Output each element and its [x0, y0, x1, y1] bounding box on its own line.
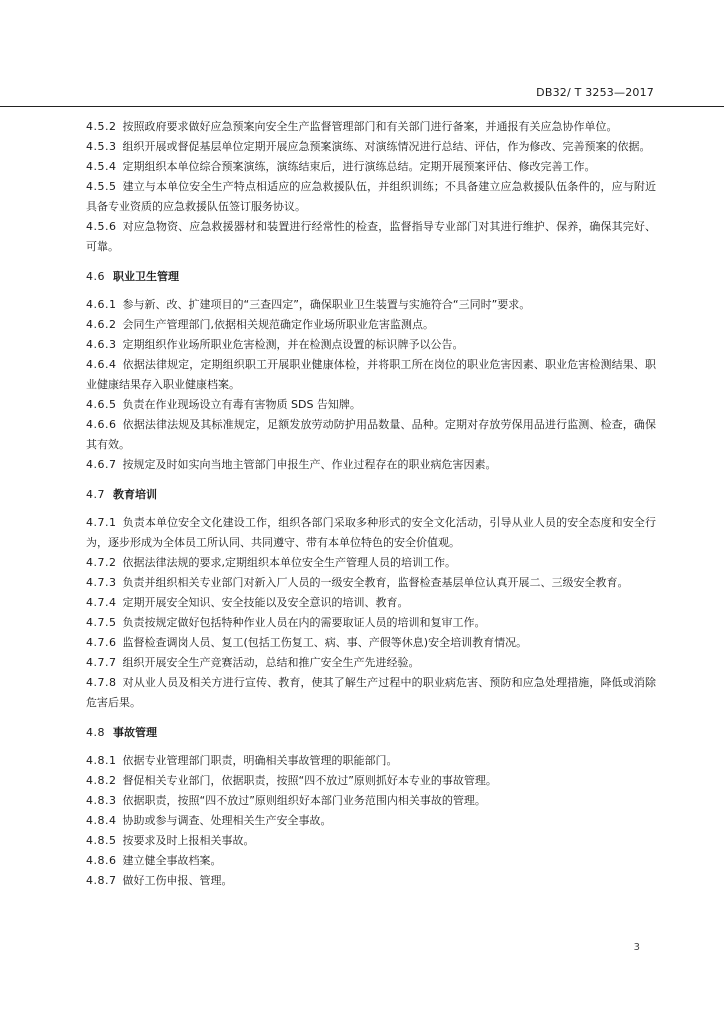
clause-number: 4.6.7: [86, 458, 117, 471]
clause-number: 4.5.3: [86, 140, 117, 153]
clause-item: [86, 295, 656, 315]
clause-item: [86, 553, 656, 573]
clause-text: 依据法律法规的要求,定期组织本单位安全生产管理人员的培训工作。: [122, 556, 456, 569]
clause-item: [86, 217, 656, 257]
clause-text: 按照政府要求做好应急预案向安全生产监督管理部门和有关部门进行备案，并通报有关应急协作单位。: [122, 120, 618, 133]
clause-text: 定期开展安全知识、安全技能以及安全意识的培训、教育。: [122, 596, 409, 609]
clause-number: 4.8.6: [86, 854, 117, 867]
clause-item: [86, 653, 656, 673]
clause-text: 协助或参与调查、处理相关生产安全事故。: [122, 814, 332, 827]
clause-number: 4.7.3: [86, 576, 117, 589]
clause-item: [86, 137, 656, 157]
clause-item: [86, 851, 656, 871]
clause-text: 依据职责，按照“四不放过”原则组织好本部门业务范围内相关事故的管理。: [122, 794, 486, 807]
clause-item: [86, 395, 656, 415]
section-heading: [86, 267, 656, 287]
clause-text: 对应急物资、应急救援器材和装置进行经常性的检查，监督指导专业部门对其进行维护、保养，确保其完好、可靠。: [86, 220, 656, 253]
clause-text: 建立健全事故档案。: [122, 854, 222, 867]
clause-text: 监督检查调岗人员、复工(包括工伤复工、病、事、产假等休息)安全培训教育情况。: [122, 636, 528, 649]
section-number: 4.6: [86, 270, 105, 283]
document-code: DB32/ T 3253—2017: [536, 86, 654, 99]
section-heading: [86, 723, 656, 743]
clause-item: [86, 811, 656, 831]
clause-text: 组织开展或督促基层单位定期开展应急预案演练、对演练情况进行总结、评估，作为修改、完善预案的依据。: [122, 140, 651, 153]
clause-number: 4.5.6: [86, 220, 117, 233]
clause-text: 建立与本单位安全生产特点相适应的应急救援队伍，并组织训练；不具备建立应急救援队伍条件的，应与附近具备专业资质的应急救援队伍签订服务协议。: [86, 180, 656, 213]
clause-text: 对从业人员及相关方进行宣传、教育，使其了解生产过程中的职业病危害、预防和应急处理措施，降低或消除危害后果。: [86, 676, 656, 709]
clause-text: 负责本单位安全文化建设工作，组织各部门采取多种形式的安全文化活动，引导从业人员的安全态度和安全行为，逐步形成为全体员工所认同、共同遵守、带有本单位特色的安全价值观。: [86, 516, 656, 549]
document-body: [86, 117, 656, 891]
clause-number: 4.5.2: [86, 120, 117, 133]
clause-number: 4.6.4: [86, 358, 117, 371]
clause-item: [86, 315, 656, 335]
clause-number: 4.6.1: [86, 298, 117, 311]
clause-text: 依据法律法规及其标准规定，足额发放劳动防护用品数量、品种。定期对存放劳保用品进行监测、检查，确保其有效。: [86, 418, 656, 451]
clause-number: 4.8.7: [86, 874, 117, 887]
clause-text: 定期组织作业场所职业危害检测，并在检测点设置的标识牌予以公告。: [122, 338, 464, 351]
clause-number: 4.7.8: [86, 676, 117, 689]
clause-number: 4.8.4: [86, 814, 117, 827]
clause-item: [86, 117, 656, 137]
clause-item: [86, 871, 656, 891]
clause-item: [86, 771, 656, 791]
clause-text: 会同生产管理部门,依据相关规范确定作业场所职业危害监测点。: [122, 318, 434, 331]
clause-text: 依据法律规定，定期组织职工开展职业健康体检，并将职工所在岗位的职业危害因素、职业危害检测结果、职业健康结果存入职业健康档案。: [86, 358, 656, 391]
clause-number: 4.8.2: [86, 774, 117, 787]
clause-item: [86, 633, 656, 653]
clause-number: 4.6.2: [86, 318, 117, 331]
clause-text: 按规定及时如实向当地主管部门申报生产、作业过程存在的职业病危害因素。: [122, 458, 497, 471]
clause-item: [86, 355, 656, 395]
clause-text: 定期组织本单位综合预案演练，演练结束后，进行演练总结。定期开展预案评估、修改完善工作。: [122, 160, 596, 173]
clause-item: [86, 455, 656, 475]
clause-item: [86, 573, 656, 593]
clause-text: 负责在作业现场设立有毒有害物质 SDS 告知牌。: [122, 398, 361, 411]
clause-number: 4.7.4: [86, 596, 117, 609]
clause-text: 依据专业管理部门职责，明确相关事故管理的职能部门。: [122, 754, 398, 767]
clause-item: [86, 415, 656, 455]
clause-text: 参与新、改、扩建项目的“三查四定”，确保职业卫生装置与实施符合“三同时”要求。: [122, 298, 531, 311]
clause-number: 4.6.3: [86, 338, 117, 351]
clause-number: 4.7.7: [86, 656, 117, 669]
section-title: 教育培训: [113, 488, 157, 501]
clause-text: 按要求及时上报相关事故。: [122, 834, 255, 847]
clause-number: 4.6.6: [86, 418, 117, 431]
page-number: 3: [633, 942, 640, 953]
clause-number: 4.7.6: [86, 636, 117, 649]
clause-text: 负责按规定做好包括特种作业人员在内的需要取证人员的培训和复审工作。: [122, 616, 486, 629]
clause-number: 4.7.5: [86, 616, 117, 629]
section-heading: [86, 485, 656, 505]
clause-item: [86, 513, 656, 553]
clause-item: [86, 593, 656, 613]
clause-number: 4.8.5: [86, 834, 117, 847]
clause-number: 4.6.5: [86, 398, 117, 411]
clause-number: 4.7.2: [86, 556, 117, 569]
clause-number: 4.8.3: [86, 794, 117, 807]
clause-item: [86, 177, 656, 217]
clause-item: [86, 791, 656, 811]
clause-item: [86, 157, 656, 177]
clause-number: 4.5.4: [86, 160, 117, 173]
clause-text: 做好工伤申报、管理。: [122, 874, 233, 887]
section-number: 4.7: [86, 488, 105, 501]
clause-item: [86, 613, 656, 633]
page-header: [0, 86, 724, 107]
clause-text: 督促相关专业部门，依据职责，按照“四不放过”原则抓好本专业的事故管理。: [122, 774, 497, 787]
clause-item: [86, 335, 656, 355]
clause-number: 4.7.1: [86, 516, 117, 529]
clause-text: 组织开展安全生产竞赛活动，总结和推广安全生产先进经验。: [122, 656, 420, 669]
clause-item: [86, 673, 656, 713]
clause-text: 负责并组织相关专业部门对新入厂人员的一级安全教育，监督检查基层单位认真开展二、三级安全教育。: [122, 576, 629, 589]
clause-number: 4.5.5: [86, 180, 117, 193]
clause-number: 4.8.1: [86, 754, 117, 767]
clause-item: [86, 751, 656, 771]
clause-item: [86, 831, 656, 851]
section-title: 职业卫生管理: [113, 270, 179, 283]
section-title: 事故管理: [113, 726, 157, 739]
section-number: 4.8: [86, 726, 105, 739]
